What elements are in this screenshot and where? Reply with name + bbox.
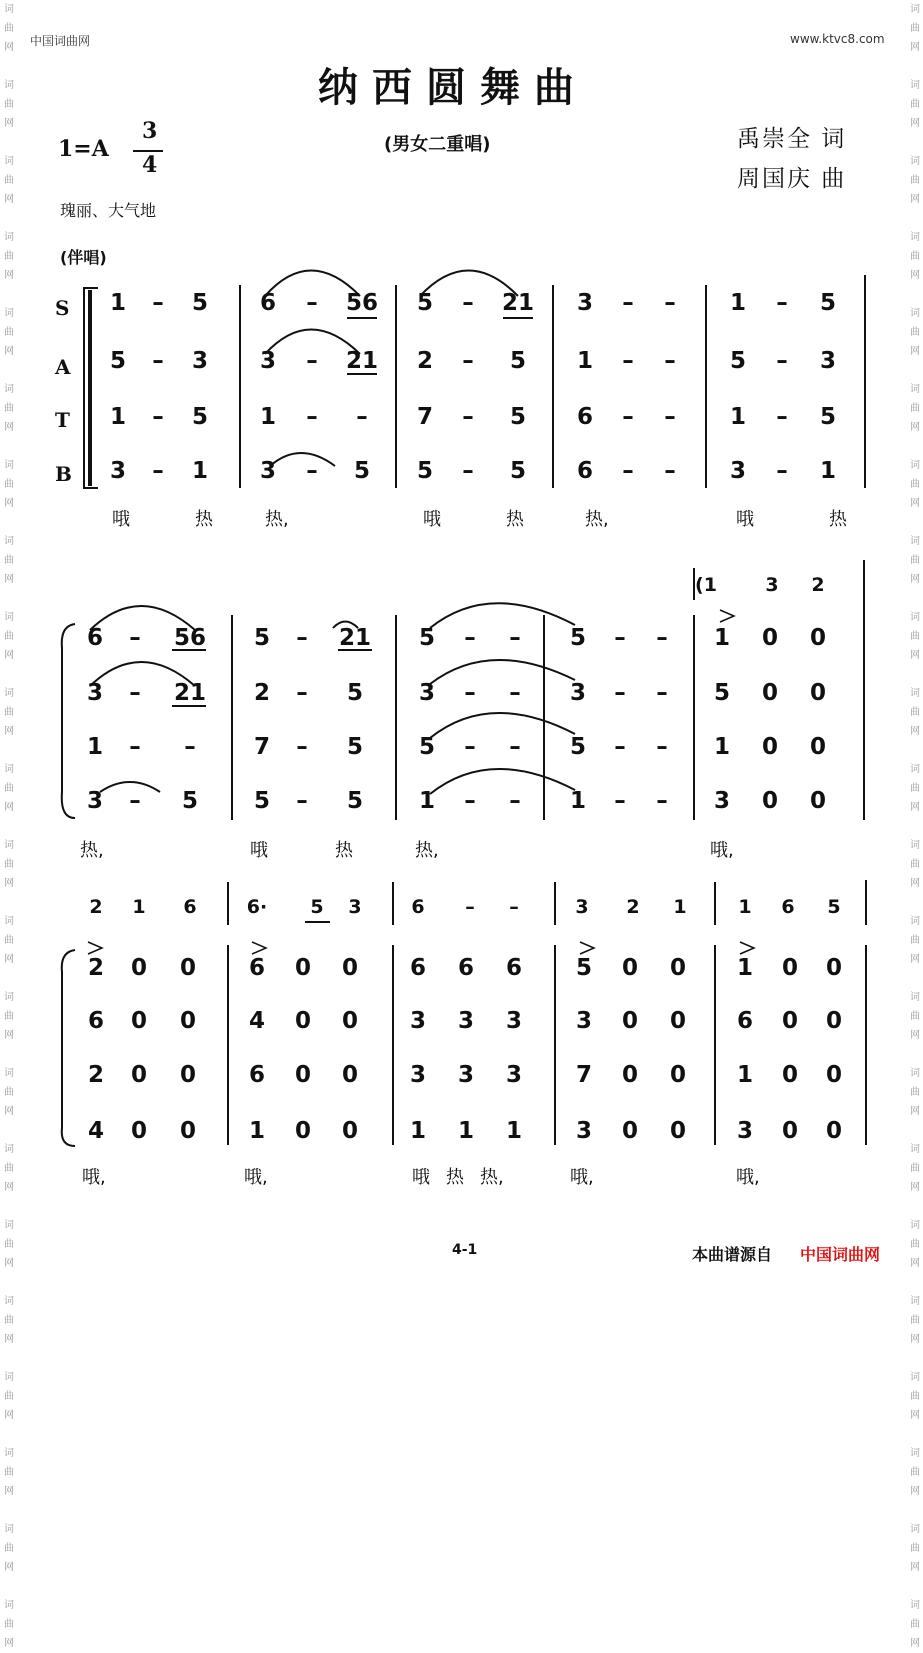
note: 0 <box>341 1062 358 1088</box>
note: 1 <box>713 734 730 760</box>
accomp-note: 5 <box>827 896 841 918</box>
note: – <box>664 404 676 430</box>
note: 21 <box>345 348 378 374</box>
note: 6 <box>736 1008 753 1034</box>
note: 5 <box>416 458 433 484</box>
note: 0 <box>809 625 826 651</box>
note: – <box>664 290 676 316</box>
note: 0 <box>669 955 686 981</box>
note: 5 <box>575 955 592 981</box>
note: 6 <box>576 404 593 430</box>
note: 3 <box>505 1008 522 1034</box>
accomp-note: 3 <box>765 574 779 596</box>
note: 0 <box>825 955 842 981</box>
note: 5 <box>109 348 126 374</box>
lyric-word: 热, <box>80 840 104 861</box>
note: 5 <box>569 734 586 760</box>
note: 0 <box>781 1008 798 1034</box>
note: 5 <box>509 458 526 484</box>
note: 6 <box>248 955 265 981</box>
note: – <box>152 348 164 374</box>
note: – <box>622 404 634 430</box>
note: – <box>614 625 626 651</box>
composer-credit: 周国庆 曲 <box>737 166 847 192</box>
voice-label-soprano: S <box>55 296 70 320</box>
lyric-word: 热 <box>506 509 524 530</box>
note: 5 <box>569 625 586 651</box>
lyric-word: 热, <box>480 1167 504 1188</box>
lyric-word: 哦, <box>736 1167 760 1188</box>
side-watermark-right: 词 曲 网 词 曲 网 词 曲 网 词 曲 网 词 曲 网 词 曲 网 词 曲 网 词 曲 网 词 曲 网 词 曲 网 词 曲 网 词 曲 网 词 曲 网 词 曲 网 词 曲 网 词 曲 网 词 曲 网 词 曲 网 词 曲 网 词 曲 网 词 曲 网 词 曲 网 <box>910 4 920 1649</box>
note: 21 <box>173 680 206 706</box>
note: 6 <box>248 1062 265 1088</box>
note: 7 <box>253 734 270 760</box>
note: 1 <box>248 1118 265 1144</box>
source-site: 中国词曲网 <box>800 1245 881 1264</box>
note: 3 <box>729 458 746 484</box>
accomp-note: 1 <box>132 896 146 918</box>
note: 6 <box>259 290 276 316</box>
site-name-left: 中国词曲网 <box>30 34 91 48</box>
note: 1 <box>713 625 730 651</box>
note: 0 <box>621 1008 638 1034</box>
note: 3 <box>109 458 126 484</box>
note: – <box>614 734 626 760</box>
accomp-note: 6 <box>781 896 795 918</box>
note: 1 <box>505 1118 522 1144</box>
note: – <box>509 788 521 814</box>
note: – <box>462 348 474 374</box>
note: 56 <box>345 290 378 316</box>
note: – <box>622 290 634 316</box>
note: 6 <box>457 955 474 981</box>
note: 5 <box>353 458 370 484</box>
lyric-word: 热, <box>585 509 609 530</box>
note: 0 <box>669 1008 686 1034</box>
note: 0 <box>179 955 196 981</box>
note: – <box>356 404 368 430</box>
note: 2 <box>416 348 433 374</box>
accomp-note: 1 <box>673 896 687 918</box>
lyric-word: 哦 <box>736 509 754 530</box>
note: 6 <box>576 458 593 484</box>
note: 4 <box>87 1118 104 1144</box>
note: 5 <box>416 290 433 316</box>
site-url-right: www.ktvc8.com <box>790 32 885 46</box>
note: 0 <box>179 1118 196 1144</box>
note: 0 <box>761 788 778 814</box>
note: 2 <box>87 955 104 981</box>
note: 3 <box>409 1062 426 1088</box>
note: 5 <box>191 404 208 430</box>
note: 5 <box>509 404 526 430</box>
note: 0 <box>294 1062 311 1088</box>
note: 0 <box>130 1008 147 1034</box>
note: 1 <box>109 404 126 430</box>
note: – <box>464 788 476 814</box>
time-signature-bottom: 4 <box>142 152 158 178</box>
note: 0 <box>179 1008 196 1034</box>
lyric-word: 热 <box>335 840 353 861</box>
note: 0 <box>761 734 778 760</box>
note: 0 <box>179 1062 196 1088</box>
note: – <box>152 458 164 484</box>
time-signature-top: 3 <box>142 118 158 144</box>
lyric-word: 热, <box>415 840 439 861</box>
note: 1 <box>819 458 836 484</box>
note: 0 <box>825 1008 842 1034</box>
note: 3 <box>736 1118 753 1144</box>
voice-label-alto: A <box>55 355 71 379</box>
note: 5 <box>729 348 746 374</box>
note: – <box>462 290 474 316</box>
lyricist-credit: 禹崇全 词 <box>737 126 847 152</box>
note: 0 <box>761 625 778 651</box>
lyric-word: 哦, <box>82 1167 106 1188</box>
accomp-note: 2 <box>89 896 103 918</box>
lyric-word: 哦 <box>250 840 268 861</box>
note: – <box>462 458 474 484</box>
note: – <box>509 680 521 706</box>
accomp-note: 2 <box>626 896 640 918</box>
note: – <box>664 458 676 484</box>
note: 1 <box>729 404 746 430</box>
note: – <box>509 734 521 760</box>
note: 0 <box>130 955 147 981</box>
note: – <box>152 404 164 430</box>
note: – <box>614 788 626 814</box>
note: 21 <box>338 625 371 651</box>
note: 6 <box>409 955 426 981</box>
note: 0 <box>825 1118 842 1144</box>
accomp-note: – <box>465 896 475 918</box>
note: 7 <box>416 404 433 430</box>
note: 0 <box>341 1118 358 1144</box>
accomp-note: 2 <box>811 574 825 596</box>
note: – <box>129 788 141 814</box>
note: 5 <box>819 290 836 316</box>
tempo-marking: 瑰丽、大气地 <box>60 201 157 220</box>
note: 3 <box>575 1008 592 1034</box>
note: – <box>306 458 318 484</box>
note: 3 <box>575 1118 592 1144</box>
accompaniment-label: (伴唱) <box>60 248 107 267</box>
note: 1 <box>109 290 126 316</box>
note: 21 <box>501 290 534 316</box>
note: 1 <box>736 955 753 981</box>
note: 0 <box>761 680 778 706</box>
note: 5 <box>418 734 435 760</box>
note: 0 <box>781 1062 798 1088</box>
note: 3 <box>418 680 435 706</box>
note: – <box>129 625 141 651</box>
note: 5 <box>191 290 208 316</box>
note: 1 <box>409 1118 426 1144</box>
lyric-word: 哦 <box>423 509 441 530</box>
accomp-note: 6· <box>246 896 268 918</box>
note: 56 <box>173 625 206 651</box>
note: 5 <box>253 625 270 651</box>
note: 2 <box>253 680 270 706</box>
note: 0 <box>621 1118 638 1144</box>
note: 1 <box>259 404 276 430</box>
note: – <box>622 348 634 374</box>
note: – <box>614 680 626 706</box>
lyric-word: 哦, <box>244 1167 268 1188</box>
note: 1 <box>457 1118 474 1144</box>
note: 3 <box>457 1008 474 1034</box>
note: 5 <box>346 788 363 814</box>
note: – <box>462 404 474 430</box>
note: 5 <box>346 734 363 760</box>
note: – <box>296 788 308 814</box>
note: – <box>152 290 164 316</box>
note: 0 <box>130 1118 147 1144</box>
note: 1 <box>569 788 586 814</box>
note: – <box>656 734 668 760</box>
note: – <box>129 680 141 706</box>
subtitle: (男女二重唱) <box>384 134 491 155</box>
note: 6 <box>505 955 522 981</box>
note: 4 <box>248 1008 265 1034</box>
voice-label-tenor: T <box>55 408 70 432</box>
note: 3 <box>819 348 836 374</box>
note: 3 <box>409 1008 426 1034</box>
song-title: 纳西圆舞曲 <box>318 64 588 111</box>
note: 5 <box>346 680 363 706</box>
note: – <box>776 348 788 374</box>
note: 1 <box>736 1062 753 1088</box>
note: 1 <box>418 788 435 814</box>
note: 0 <box>669 1118 686 1144</box>
note: 5 <box>819 404 836 430</box>
note: 0 <box>294 1118 311 1144</box>
note: 3 <box>259 458 276 484</box>
lyric-word: 哦, <box>570 1167 594 1188</box>
note: 0 <box>809 680 826 706</box>
note: 3 <box>576 290 593 316</box>
note: – <box>776 404 788 430</box>
note: – <box>296 625 308 651</box>
note: – <box>656 625 668 651</box>
accomp-note: 6 <box>411 896 425 918</box>
note: 6 <box>87 1008 104 1034</box>
accomp-note: 1 <box>738 896 752 918</box>
note: 0 <box>809 788 826 814</box>
note: – <box>776 458 788 484</box>
note: 2 <box>87 1062 104 1088</box>
accomp-note: 5 <box>310 896 324 918</box>
note: 0 <box>621 1062 638 1088</box>
accomp-note: 3 <box>348 896 362 918</box>
note: 3 <box>713 788 730 814</box>
note: – <box>656 788 668 814</box>
accomp-note: (1 <box>695 574 717 596</box>
note: 1 <box>576 348 593 374</box>
accomp-note: – <box>509 896 519 918</box>
note: 5 <box>713 680 730 706</box>
note: 3 <box>569 680 586 706</box>
note: 5 <box>253 788 270 814</box>
source-credit: 本曲谱源自 <box>692 1245 773 1264</box>
lyric-word: 热 <box>446 1167 464 1188</box>
lyric-word: 哦, <box>710 840 734 861</box>
page-number: 4-1 <box>452 1242 478 1258</box>
lyric-word: 热 <box>195 509 213 530</box>
note: – <box>509 625 521 651</box>
note: – <box>184 734 196 760</box>
lyric-word: 热 <box>829 509 847 530</box>
note: – <box>129 734 141 760</box>
note: 3 <box>86 788 103 814</box>
note: 0 <box>294 1008 311 1034</box>
lyric-word: 哦 <box>112 509 130 530</box>
note: – <box>464 625 476 651</box>
note: 3 <box>457 1062 474 1088</box>
note: 0 <box>669 1062 686 1088</box>
note: 0 <box>341 1008 358 1034</box>
note: 0 <box>781 1118 798 1144</box>
note: – <box>664 348 676 374</box>
note: 6 <box>86 625 103 651</box>
note: 0 <box>825 1062 842 1088</box>
note: 0 <box>130 1062 147 1088</box>
note: 3 <box>259 348 276 374</box>
note: – <box>306 348 318 374</box>
accomp-note: 6 <box>183 896 197 918</box>
lyric-word: 热, <box>265 509 289 530</box>
note: 3 <box>191 348 208 374</box>
note: – <box>296 734 308 760</box>
note: – <box>464 680 476 706</box>
note: – <box>776 290 788 316</box>
note: – <box>656 680 668 706</box>
note: 5 <box>181 788 198 814</box>
note: 3 <box>86 680 103 706</box>
note: 0 <box>294 955 311 981</box>
note: 5 <box>509 348 526 374</box>
note: – <box>296 680 308 706</box>
note: 1 <box>729 290 746 316</box>
accomp-note: 3 <box>575 896 589 918</box>
note: – <box>622 458 634 484</box>
note: 0 <box>809 734 826 760</box>
note: 5 <box>418 625 435 651</box>
note: 3 <box>505 1062 522 1088</box>
lyric-word: 哦 <box>412 1167 430 1188</box>
note: – <box>464 734 476 760</box>
note: 0 <box>781 955 798 981</box>
note: 7 <box>575 1062 592 1088</box>
note: 1 <box>86 734 103 760</box>
note: – <box>306 404 318 430</box>
note: – <box>306 290 318 316</box>
note: 1 <box>191 458 208 484</box>
key-signature: 1=A <box>58 136 109 162</box>
side-watermark-left: 词 曲 网 词 曲 网 词 曲 网 词 曲 网 词 曲 网 词 曲 网 词 曲 网 词 曲 网 词 曲 网 词 曲 网 词 曲 网 词 曲 网 词 曲 网 词 曲 网 词 曲 网 词 曲 网 词 曲 网 词 曲 网 词 曲 网 词 曲 网 词 曲 网 词 曲 网 <box>4 4 14 1649</box>
note: 0 <box>341 955 358 981</box>
note: 0 <box>621 955 638 981</box>
voice-label-bass: B <box>55 462 72 486</box>
